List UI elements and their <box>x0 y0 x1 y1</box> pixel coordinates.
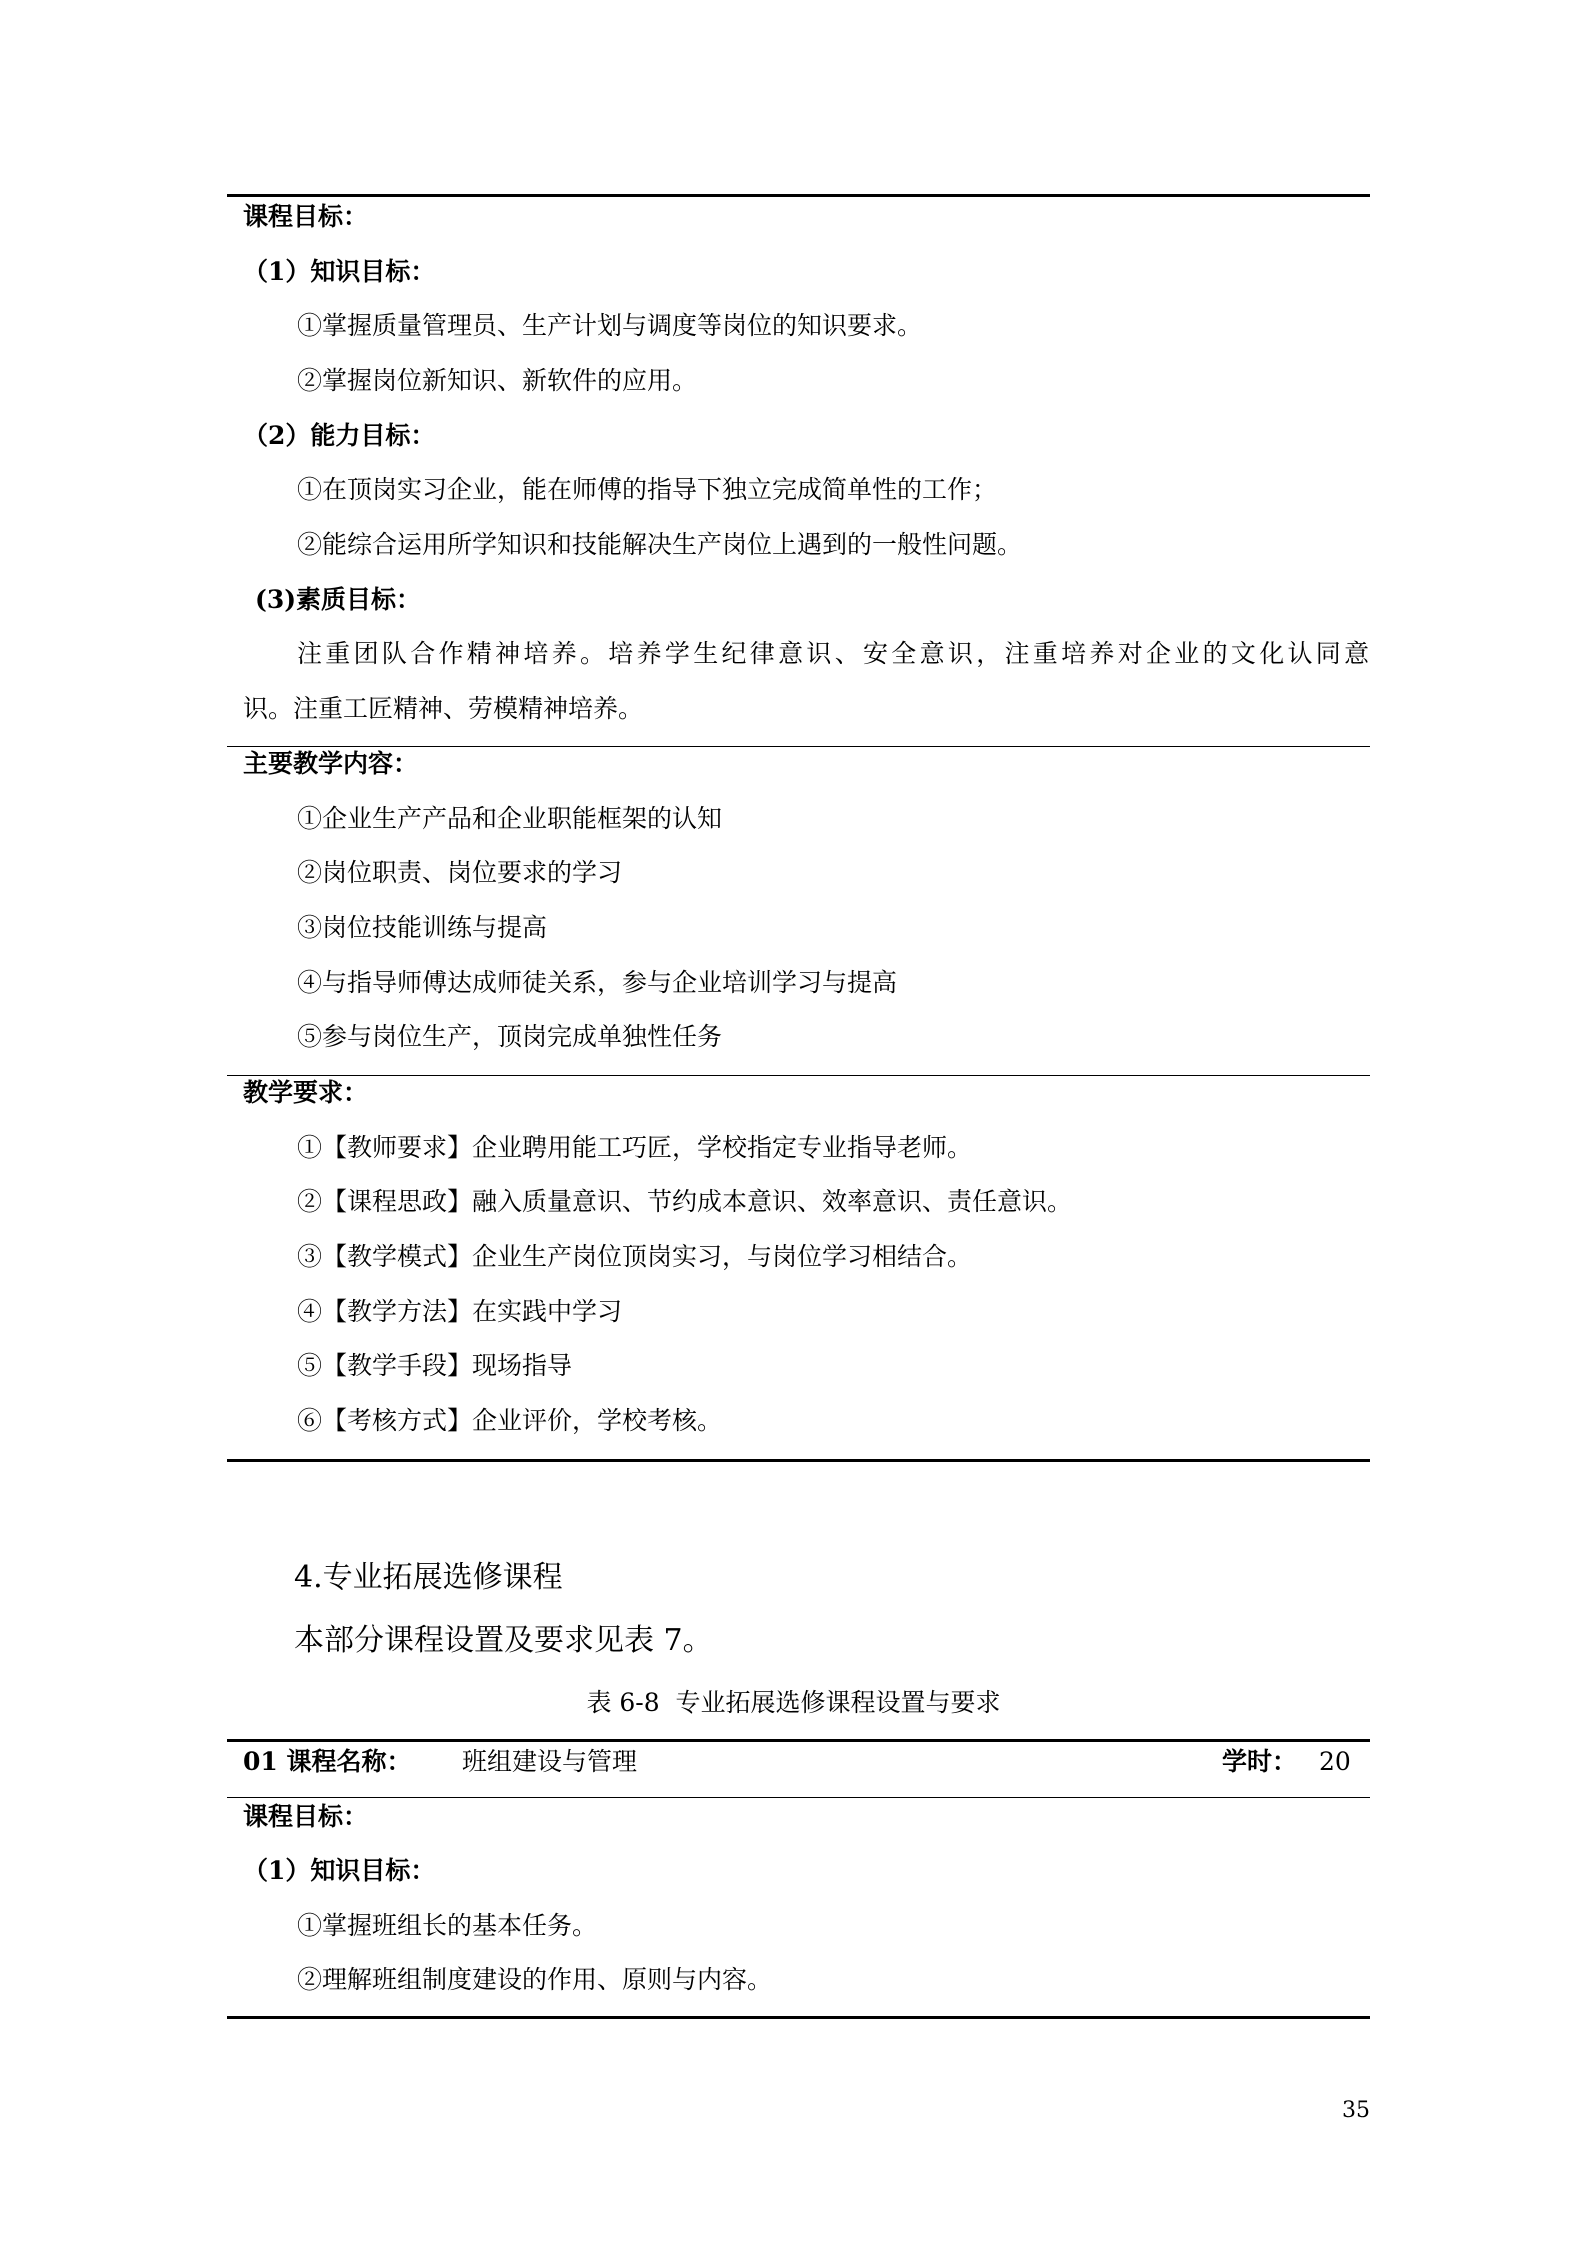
requirements-title: 教学要求： <box>243 1078 369 1107</box>
table2-header-divider <box>227 1797 1370 1798</box>
ability-item: ①在顶岗实习企业，能在师傅的指导下独立完成简单性的工作； <box>297 475 998 504</box>
table2-objectives-title: 课程目标： <box>243 1802 369 1831</box>
table1-top-rule <box>227 194 1370 197</box>
requirement-item: ⑤【教学手段】现场指导 <box>297 1351 573 1380</box>
requirement-item: ④【教学方法】在实践中学习 <box>297 1297 623 1326</box>
table-caption: 表 6-8 专业拓展选修课程设置与要求 <box>586 1688 1001 1717</box>
section-heading: 4.专业拓展选修课程 <box>294 1560 563 1595</box>
content-divider <box>227 746 1370 747</box>
requirement-item: ③【教学模式】企业生产岗位顶岗实习，与岗位学习相结合。 <box>297 1242 973 1271</box>
quality-text-line2: 识。注重工匠精神、劳模精神培养。 <box>243 694 644 723</box>
course-label: 01 课程名称： <box>243 1747 412 1776</box>
requirement-item: ②【课程思政】融入质量意识、节约成本意识、效率意识、责任意识。 <box>297 1187 1073 1216</box>
ability-title: （2）能力目标： <box>243 421 436 450</box>
content-item: ④与指导师傅达成师徒关系，参与企业培训学习与提高 <box>297 968 898 997</box>
content-item: ③岗位技能训练与提高 <box>297 913 548 942</box>
knowledge-item: ①掌握质量管理员、生产计划与调度等岗位的知识要求。 <box>297 311 923 340</box>
content-item: ①企业生产产品和企业职能框架的认知 <box>297 804 723 833</box>
table2-knowledge-item: ②理解班组制度建设的作用、原则与内容。 <box>297 1965 773 1994</box>
content-title: 主要教学内容： <box>243 749 419 778</box>
requirements-divider <box>227 1075 1370 1076</box>
hours-label: 学时： <box>1222 1747 1298 1776</box>
objectives-title: 课程目标： <box>243 202 369 231</box>
quality-text-line1: 注重团队合作精神培养。培养学生纪律意识、安全意识，注重培养对企业的文化认同意 <box>297 639 1373 668</box>
content-item: ⑤参与岗位生产，顶岗完成单独性任务 <box>297 1022 723 1051</box>
requirement-item: ⑥【考核方式】企业评价，学校考核。 <box>297 1406 723 1435</box>
table2-knowledge-title: （1）知识目标： <box>243 1856 436 1885</box>
content-item: ②岗位职责、岗位要求的学习 <box>297 858 623 887</box>
knowledge-item: ②掌握岗位新知识、新软件的应用。 <box>297 366 698 395</box>
course-name: 班组建设与管理 <box>462 1747 638 1776</box>
page-number: 35 <box>1342 2098 1370 2123</box>
knowledge-title: （1）知识目标： <box>243 257 436 286</box>
table2-knowledge-item: ①掌握班组长的基本任务。 <box>297 1911 598 1940</box>
hours-value: 20 <box>1319 1747 1351 1776</box>
section-intro: 本部分课程设置及要求见表 7。 <box>294 1623 713 1658</box>
table1-bottom-rule <box>227 1459 1370 1462</box>
table2-bottom-rule <box>227 2016 1370 2019</box>
quality-title: (3)素质目标： <box>255 585 422 614</box>
ability-item: ②能综合运用所学知识和技能解决生产岗位上遇到的一般性问题。 <box>297 530 1023 559</box>
table2-top-rule <box>227 1739 1370 1742</box>
requirement-item: ①【教师要求】企业聘用能工巧匠，学校指定专业指导老师。 <box>297 1133 973 1162</box>
